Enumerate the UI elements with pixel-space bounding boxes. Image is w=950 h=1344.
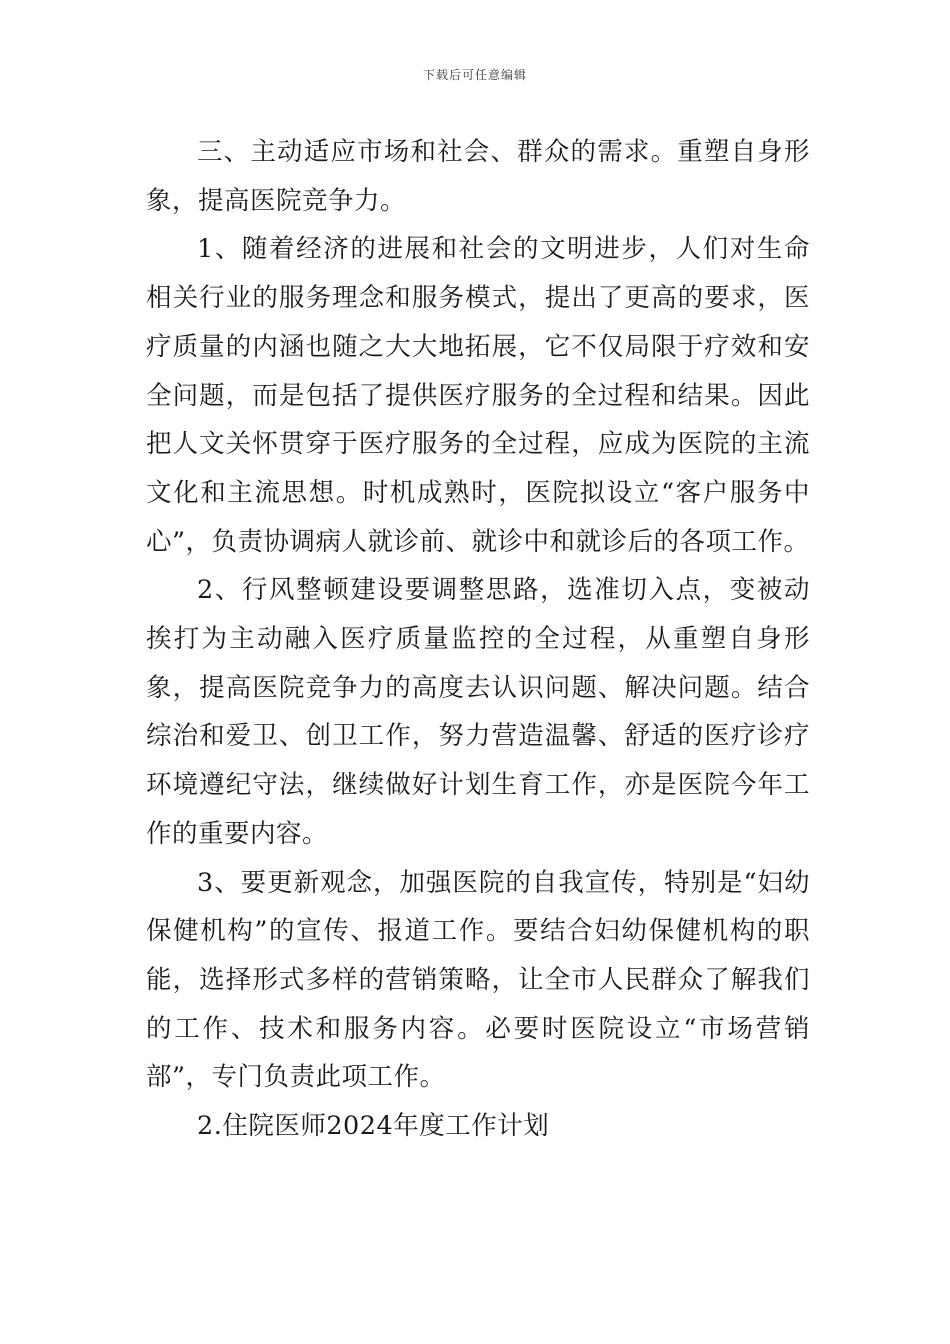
body-paragraph-2: 2、行风整顿建设要调整思路，选准切入点，变被动挨打为主动融入医疗质量监控的全过程，从重塑自身形象，提高医院竞争力的高度去认识问题、解决问题。结合综治和爱卫、创卫工作，努力营造温馨、舒适的医疗诊疗环境遵纪守法，继续做好计划生育工作，亦是医院今年工作的重要内容。 <box>146 575 810 849</box>
section-heading-paragraph: 三、主动适应市场和社会、群众的需求。重塑自身形象，提高医院竞争力。 <box>146 137 810 216</box>
body-paragraph-3: 3、要更新观念，加强医院的自我宣传，特别是“妇幼保健机构”的宣传、报道工作。要结合妇幼保健机构的职能，选择形式多样的营销策略，让全市人民群众了解我们的工作、技术和服务内容。必要时医院设立“市场营销部”，专门负责此项工作。 <box>146 867 810 1093</box>
page-header-note: 下载后可任意编辑 <box>422 68 527 82</box>
next-section-title: 2.住院医师2024年度工作计划 <box>197 1111 550 1142</box>
body-paragraph-1: 1、随着经济的进展和社会的文明进步，人们对生命相关行业的服务理念和服务模式，提出了更高的要求，医疗质量的内涵也随之大大地拓展，它不仅局限于疗效和安全问题，而是包括了提供医疗服务的全过程和结果。因此把人文关怀贯穿于医疗服务的全过程，应成为医院的主流文化和主流思想。时机成熟时，医院拟设立“客户服务中心”，负责协调病人就诊前、就诊中和就诊后的各项工作。 <box>146 234 810 557</box>
document-body <box>146 128 810 1151</box>
